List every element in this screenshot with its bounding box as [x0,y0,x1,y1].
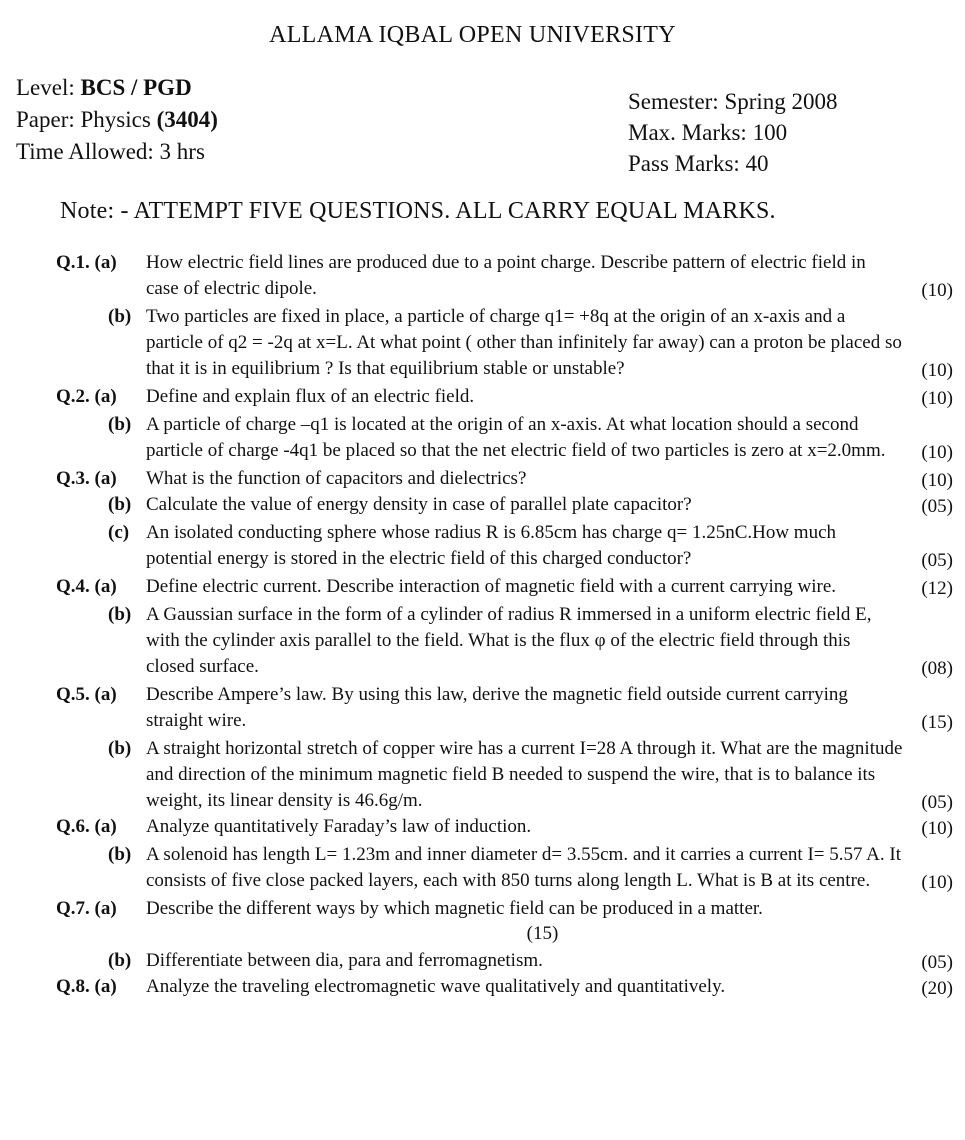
header-right [628,86,838,179]
question-marks: (05) [921,792,953,813]
max-marks: Max. Marks: 100 [628,120,788,145]
question-marks: (10) [921,280,953,301]
question-item [0,250,965,302]
question-text: How electric field lines are produced due to a point charge. Describe pattern of electric field in case of electric dipole. [146,252,866,299]
question-text: Describe the different ways by which magnetic field can be produced in a matter. [146,898,763,919]
question-text: Define electric current. Describe interaction of magnetic field with a current carrying wire. [146,576,837,597]
question-item [0,842,965,894]
question-text: A solenoid has length L= 1.23m and inner diameter d= 3.55cm. and it carries a current I= 5.57 A. It consists of five close packed layers, each with 850 turns along length L. What is B at its centre. [146,844,902,891]
question-text: Calculate the value of energy density in case of parallel plate capacitor? [146,494,692,515]
question-label: Q.5. (a) [56,684,117,705]
question-text: A Gaussian surface in the form of a cylinder of radius R immersed in a uniform electric field E, with the cylinder axis parallel to the field. What is the flux φ of the electric field through this closed surface. [146,604,872,677]
question-text: What is the function of capacitors and dielectrics? [146,468,527,489]
question-text: Analyze the traveling electromagnetic wave qualitatively and quantitatively. [146,976,726,997]
question-item [0,736,965,814]
question-label: Q.2. (a) [56,386,117,407]
question-label: (b) [108,844,132,865]
question-marks: (10) [921,360,953,381]
question-marks: (05) [921,952,953,973]
question-marks: (10) [921,388,953,409]
question-marks: (10) [921,470,953,491]
paper-line [16,104,218,136]
question-marks: (12) [921,578,953,599]
question-item [0,304,965,382]
pass-marks: Pass Marks: 40 [628,151,769,176]
question-text: A straight horizontal stretch of copper wire has a current I=28 A through it. What are the magnitude and direction of the minimum magnetic field B needed to suspend the wire, that is to balance its weight, its linear density is 46.6g/m. [146,738,903,811]
question-item [0,896,965,922]
question-text: A particle of charge –q1 is located at the origin of an x-axis. At what location should a second particle of charge -4q1 be placed so that the net electric field of two particles is zero at x=2.0mm. [146,414,886,461]
question-text: Define and explain flux of an electric field. [146,386,475,407]
question-text: Differentiate between dia, para and ferromagnetism. [146,950,543,971]
question-label: (b) [108,950,132,971]
question-label: (b) [108,414,132,435]
question-label: (b) [108,738,132,759]
level-label: Level: [16,75,75,100]
university-title: ALLAMA IQBAL OPEN UNIVERSITY [269,22,676,48]
question-label: Q.3. (a) [56,468,117,489]
question-item [0,520,965,572]
question-label: (b) [108,306,132,327]
paper-code: (3404) [156,107,218,132]
question-item [0,466,965,492]
question-marks: (15) [526,923,559,944]
question-marks: (05) [921,550,953,571]
question-label: (c) [108,522,130,543]
question-item [0,492,965,518]
question-item [0,974,965,1000]
question-marks: (10) [921,872,953,893]
time-allowed: Time Allowed: 3 hrs [16,139,205,164]
question-item [0,948,965,974]
question-text: Two particles are fixed in place, a particle of charge q1= +8q at the origin of an x-axis and a particle of q2 = -2q at x=L. At what point ( other than infinitely far away) can a proton be placed so that it is in equilibrium ? Is that equilibrium stable or unstable? [146,306,902,379]
level-line [16,72,218,104]
question-item [0,602,965,680]
question-label: (b) [108,604,132,625]
question-item [0,814,965,840]
question-marks: (08) [921,658,953,679]
header-left [16,72,218,168]
question-marks: (20) [921,978,953,999]
question-item [0,412,965,464]
semester: Semester: Spring 2008 [628,89,838,114]
exam-note: Note: - ATTEMPT FIVE QUESTIONS. ALL CARRY EQUAL MARKS. [60,198,776,224]
question-marks: (15) [921,712,953,733]
question-text: Describe Ampere’s law. By using this law, derive the magnetic field outside current carrying straight wire. [146,684,848,731]
paper-label: Paper: Physics [16,107,151,132]
question-item [0,384,965,410]
question-label: Q.4. (a) [56,576,117,597]
question-marks: (05) [921,496,953,517]
question-label: (b) [108,494,132,515]
question-item [0,574,965,600]
question-text: An isolated conducting sphere whose radius R is 6.85cm has charge q= 1.25nC.How much potential energy is stored in the electric field of this charged conductor? [146,522,837,569]
level-value: BCS / PGD [80,75,192,100]
question-marks: (10) [921,818,953,839]
question-text: Analyze quantitatively Faraday’s law of induction. [146,816,532,837]
question-label: Q.1. (a) [56,252,117,273]
question-item [0,682,965,734]
question-label: Q.6. (a) [56,816,117,837]
question-label: Q.8. (a) [56,976,117,997]
question-label: Q.7. (a) [56,898,117,919]
question-marks: (10) [921,442,953,463]
question-list [0,250,965,1000]
